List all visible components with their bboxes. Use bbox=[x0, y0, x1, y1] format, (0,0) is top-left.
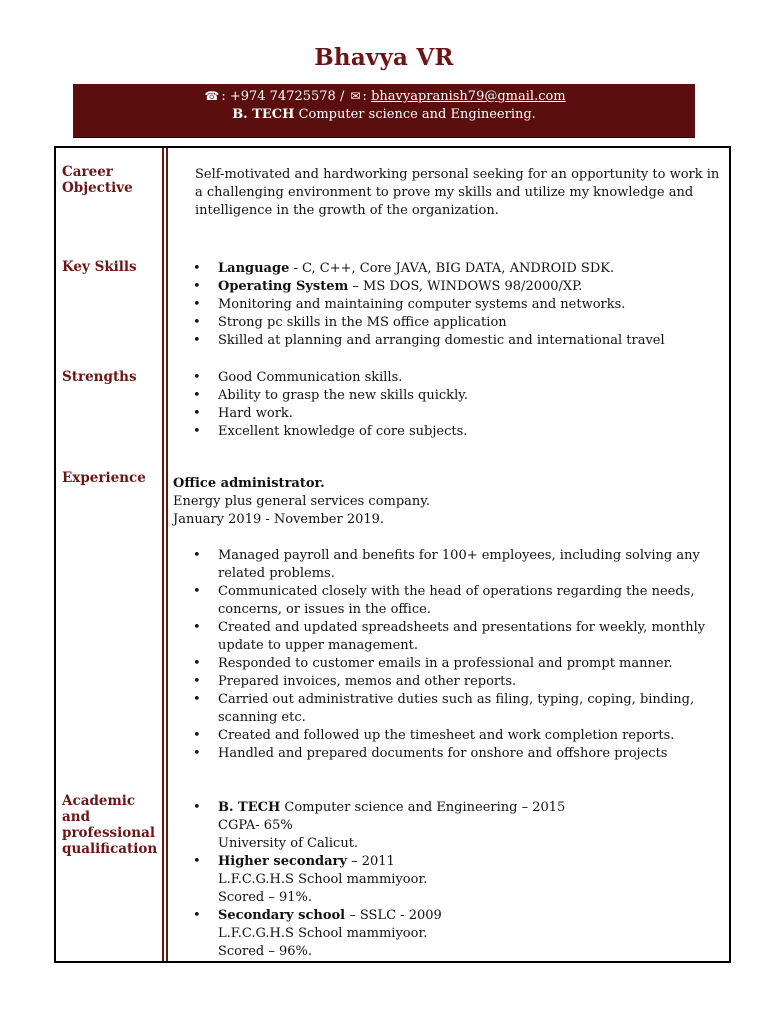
email-link[interactable]: bhavyapranish79@gmail.com bbox=[371, 89, 566, 104]
career-objective-text bbox=[173, 166, 725, 220]
list-item: • Good Communication skills. bbox=[218, 369, 725, 387]
key-skills-list bbox=[173, 260, 725, 350]
list-item: • Secondary school – SSLC - 2009 L.F.C.G.H.S School mammiyoor. Scored – 96%. bbox=[218, 907, 725, 961]
degree-text: Computer science and Engineering. bbox=[294, 107, 536, 122]
list-item: • B. TECH Computer science and Engineering – 2015 CGPA- 65% University of Calicut. bbox=[218, 799, 725, 853]
section-label-strengths: Strengths bbox=[62, 369, 137, 385]
degree-line bbox=[73, 106, 695, 124]
section-label-career: Career Objective bbox=[62, 164, 133, 196]
column-divider bbox=[166, 148, 168, 961]
list-item: • Handled and prepared documents for onshore and offshore projects bbox=[218, 745, 725, 763]
section-label-skills: Key Skills bbox=[62, 259, 137, 275]
company-name: Energy plus general services company. bbox=[173, 494, 431, 509]
list-item: • Created and followed up the timesheet and work completion reports. bbox=[218, 727, 725, 745]
list-item: • Operating System – MS DOS, WINDOWS 98/2000/XP. bbox=[218, 278, 725, 296]
list-item: • Excellent knowledge of core subjects. bbox=[218, 423, 725, 441]
job-title: Office administrator. bbox=[173, 476, 325, 491]
list-item: • Hard work. bbox=[218, 405, 725, 423]
resume-name: Bhavya VR bbox=[314, 44, 454, 71]
list-item: • Responded to customer emails in a professional and prompt manner. bbox=[218, 655, 725, 673]
phone-number: : +974 74725578 / bbox=[221, 89, 349, 104]
list-item: • Ability to grasp the new skills quickly. bbox=[218, 387, 725, 405]
degree-bold: B. TECH bbox=[232, 107, 295, 122]
experience-block bbox=[173, 475, 725, 763]
list-item: • Carried out administrative duties such as filing, typing, coping, binding, scanning etc. bbox=[218, 691, 725, 727]
list-item: • Language - C, C++, Core JAVA, BIG DATA, ANDROID SDK. bbox=[218, 260, 725, 278]
job-period: January 2019 - November 2019. bbox=[173, 512, 385, 527]
list-item: • Communicated closely with the head of operations regarding the needs, concerns, or issues in the office. bbox=[218, 583, 725, 619]
email-prefix: : bbox=[362, 89, 372, 104]
envelope-icon: ✉ bbox=[350, 89, 361, 103]
career-objective-paragraph: Self-motivated and hardworking personal seeking for an opportunity to work in a challenging environment to prove my skills and utilize my knowledge and intelligence in the growth of the organization. bbox=[195, 167, 720, 218]
list-item: • Managed payroll and benefits for 100+ employees, including solving any related problems. bbox=[218, 547, 725, 583]
list-item: • Skilled at planning and arranging domestic and international travel bbox=[218, 332, 725, 350]
contact-line bbox=[73, 87, 695, 106]
list-item: • Created and updated spreadsheets and presentations for weekly, monthly update to upper management. bbox=[218, 619, 725, 655]
section-label-experience: Experience bbox=[62, 470, 146, 486]
list-item: • Prepared invoices, memos and other reports. bbox=[218, 673, 725, 691]
list-item: • Monitoring and maintaining computer systems and networks. bbox=[218, 296, 725, 314]
list-item: • Strong pc skills in the MS office application bbox=[218, 314, 725, 332]
list-item: • Higher secondary – 2011 L.F.C.G.H.S School mammiyoor. Scored – 91%. bbox=[218, 853, 725, 907]
academic-list bbox=[173, 799, 725, 961]
strengths-list bbox=[173, 369, 725, 441]
column-divider bbox=[162, 148, 164, 961]
phone-icon: ☎ bbox=[204, 89, 220, 103]
contact-header-band bbox=[73, 84, 695, 138]
section-label-academic: Academic and professional qualification bbox=[62, 793, 158, 857]
